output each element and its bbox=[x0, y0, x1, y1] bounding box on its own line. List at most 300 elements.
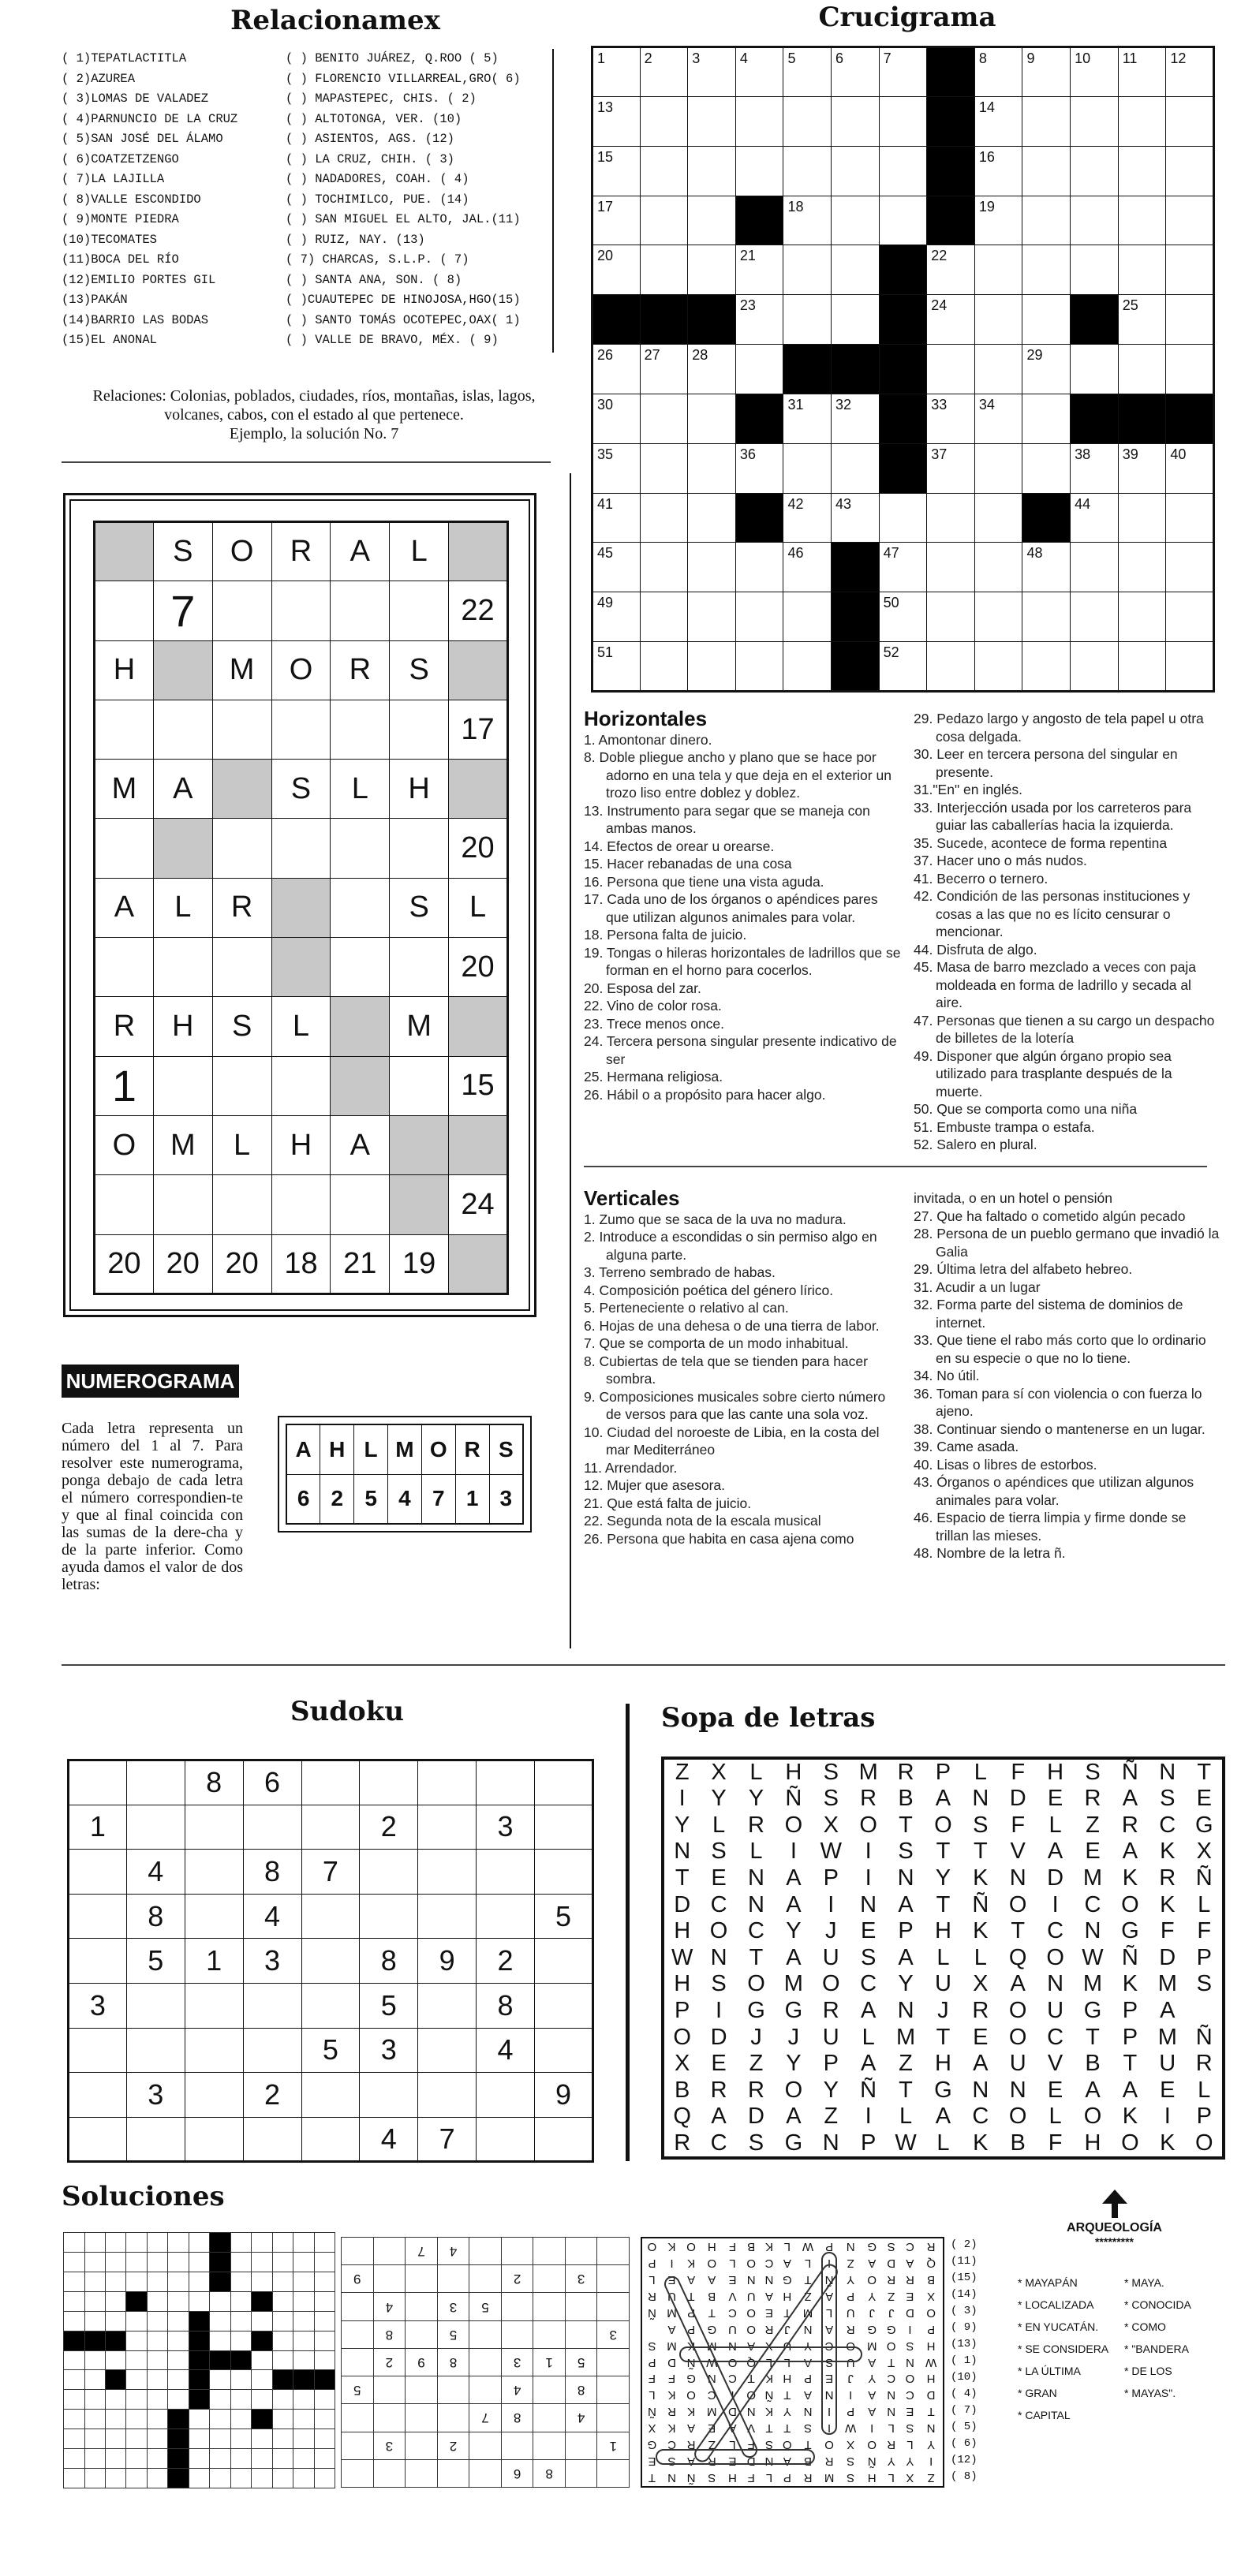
word-search-letter[interactable]: K bbox=[1122, 1865, 1138, 1891]
word-search-letter[interactable]: S bbox=[711, 1971, 727, 1997]
sudoku-cell[interactable]: 8 bbox=[360, 1939, 418, 1984]
word-search-letter[interactable]: P bbox=[1122, 2024, 1138, 2050]
word-search-letter[interactable]: P bbox=[860, 2130, 877, 2156]
sudoku-cell[interactable] bbox=[126, 2117, 185, 2162]
crossword-cell[interactable] bbox=[735, 146, 783, 196]
crossword-cell[interactable] bbox=[735, 543, 783, 592]
numerograma-cell[interactable] bbox=[271, 1056, 331, 1115]
word-search-letter[interactable]: H bbox=[674, 1971, 691, 1997]
word-search-letter[interactable]: H bbox=[1084, 2130, 1101, 2156]
crossword-cell[interactable]: 29 bbox=[1022, 345, 1071, 394]
crossword-cell[interactable]: 36 bbox=[735, 443, 783, 493]
word-search-letter[interactable]: R bbox=[748, 2077, 764, 2103]
crossword-cell[interactable]: 4 bbox=[735, 47, 783, 97]
crossword-cell[interactable]: 3 bbox=[688, 47, 736, 97]
word-search-letter[interactable]: T bbox=[936, 1891, 951, 1917]
numerograma-cell[interactable] bbox=[212, 1175, 271, 1234]
crossword-cell[interactable] bbox=[927, 345, 975, 394]
word-search-letter[interactable]: O bbox=[1008, 1891, 1027, 1917]
crossword-cell[interactable] bbox=[927, 543, 975, 592]
crossword-cell[interactable] bbox=[688, 543, 736, 592]
word-search-letter[interactable]: P bbox=[935, 1760, 951, 1785]
numerograma-cell[interactable] bbox=[153, 700, 212, 759]
word-search-letter[interactable]: N bbox=[1047, 1971, 1064, 1997]
crossword-cell[interactable] bbox=[832, 295, 880, 345]
word-search-letter[interactable]: Y bbox=[786, 2051, 802, 2077]
word-search-letter[interactable]: K bbox=[1122, 2104, 1138, 2130]
word-search-letter[interactable]: T bbox=[1011, 1918, 1026, 1944]
crossword-cell[interactable] bbox=[1118, 96, 1166, 146]
crossword-cell[interactable]: 32 bbox=[832, 394, 880, 443]
crossword-cell[interactable] bbox=[783, 592, 832, 642]
sudoku-cell[interactable] bbox=[243, 2028, 301, 2073]
word-search-letter[interactable]: Q bbox=[1008, 1944, 1027, 1970]
word-search-letter[interactable]: O bbox=[1083, 2104, 1102, 2130]
word-search-letter[interactable]: X bbox=[1196, 1839, 1212, 1865]
word-search-letter[interactable]: Y bbox=[711, 1786, 727, 1812]
word-search-letter[interactable]: F bbox=[1011, 1812, 1026, 1838]
crossword-cell[interactable] bbox=[1166, 543, 1214, 592]
sudoku-cell[interactable] bbox=[126, 1760, 185, 1805]
word-search-letter[interactable]: A bbox=[711, 2104, 727, 2130]
crossword-cell[interactable] bbox=[640, 196, 688, 245]
word-search-letter[interactable]: O bbox=[934, 1812, 952, 1838]
sudoku-cell[interactable] bbox=[69, 1939, 127, 1984]
word-search-letter[interactable]: L bbox=[712, 1812, 726, 1838]
word-search-letter[interactable]: R bbox=[1121, 1812, 1138, 1838]
relacionamex-state[interactable]: ( ) BENITO JUÁREZ, Q.ROO ( 5) bbox=[286, 51, 499, 65]
word-search-letter[interactable]: S bbox=[1085, 1760, 1101, 1785]
sudoku-cell[interactable]: 3 bbox=[243, 1939, 301, 1984]
word-search-letter[interactable]: T bbox=[936, 1839, 951, 1865]
sudoku-cell[interactable] bbox=[185, 2073, 243, 2118]
sudoku-cell[interactable] bbox=[418, 1760, 477, 1805]
sudoku-cell[interactable] bbox=[477, 2073, 535, 2118]
numerograma-cell[interactable]: L bbox=[390, 522, 449, 581]
numerograma-cell[interactable] bbox=[212, 700, 271, 759]
numerograma-cell[interactable]: 1 bbox=[95, 1056, 154, 1115]
crossword-cell[interactable]: 49 bbox=[592, 592, 641, 642]
word-search-letter[interactable]: M bbox=[858, 1760, 878, 1785]
crossword-cell[interactable] bbox=[688, 642, 736, 692]
word-search-letter[interactable]: K bbox=[973, 1918, 989, 1944]
numerograma-cell[interactable]: 20 bbox=[153, 1234, 212, 1294]
crossword-cell[interactable]: 47 bbox=[879, 543, 927, 592]
sudoku-cell[interactable] bbox=[69, 2073, 127, 2118]
crossword-cell[interactable] bbox=[688, 443, 736, 493]
word-search-letter[interactable]: T bbox=[749, 1944, 764, 1970]
crossword-cell[interactable]: 37 bbox=[927, 443, 975, 493]
sudoku-cell[interactable]: 8 bbox=[185, 1760, 243, 1805]
crossword-grid[interactable] bbox=[591, 46, 1215, 693]
word-search-letter[interactable]: A bbox=[786, 1891, 802, 1917]
crossword-cell[interactable]: 48 bbox=[1022, 543, 1071, 592]
crossword-cell[interactable] bbox=[1022, 196, 1071, 245]
crossword-cell[interactable] bbox=[1166, 642, 1214, 692]
word-search-letter[interactable]: M bbox=[1082, 1865, 1103, 1891]
word-search-letter[interactable]: A bbox=[1122, 1839, 1138, 1865]
word-search-letter[interactable]: O bbox=[1121, 2130, 1139, 2156]
crossword-cell[interactable] bbox=[640, 493, 688, 543]
numerograma-cell[interactable]: S bbox=[271, 760, 331, 819]
word-search-letter[interactable]: C bbox=[1159, 1812, 1176, 1838]
crossword-cell[interactable] bbox=[974, 642, 1022, 692]
word-search-letter[interactable]: E bbox=[1047, 1786, 1063, 1812]
numerograma-grid[interactable] bbox=[93, 521, 509, 1295]
word-search-letter[interactable]: N bbox=[1159, 1760, 1176, 1785]
crossword-cell[interactable] bbox=[974, 543, 1022, 592]
word-search-letter[interactable]: O bbox=[821, 1971, 840, 1997]
crossword-cell[interactable]: 20 bbox=[592, 245, 641, 295]
sudoku-cell[interactable] bbox=[185, 1983, 243, 2028]
relacionamex-state[interactable]: ( ) SANTA ANA, SON. ( 8) bbox=[286, 272, 462, 287]
word-search-letter[interactable]: Y bbox=[935, 1865, 951, 1891]
sudoku-cell[interactable] bbox=[185, 1805, 243, 1850]
word-search-letter[interactable]: R bbox=[674, 2130, 691, 2156]
sudoku-cell[interactable]: 7 bbox=[301, 1850, 360, 1895]
word-search-letter[interactable]: C bbox=[1047, 2024, 1064, 2050]
word-search-letter[interactable]: U bbox=[1159, 2051, 1176, 2077]
crossword-cell[interactable] bbox=[1166, 196, 1214, 245]
word-search-letter[interactable]: E bbox=[1085, 1839, 1101, 1865]
crossword-cell[interactable]: 33 bbox=[927, 394, 975, 443]
crossword-cell[interactable] bbox=[1118, 642, 1166, 692]
numerograma-cell[interactable]: 20 bbox=[95, 1234, 154, 1294]
word-search-letter[interactable]: P bbox=[1196, 1944, 1212, 1970]
word-search-letter[interactable]: Z bbox=[749, 2051, 764, 2077]
word-search-letter[interactable]: N bbox=[972, 2077, 989, 2103]
crossword-cell[interactable]: 5 bbox=[783, 47, 832, 97]
word-search-letter[interactable]: N bbox=[748, 1891, 764, 1917]
word-search-letter[interactable]: B bbox=[1010, 2130, 1026, 2156]
numerograma-cell[interactable] bbox=[212, 819, 271, 878]
numerograma-cell[interactable] bbox=[390, 700, 449, 759]
word-search-letter[interactable]: W bbox=[1082, 1944, 1104, 1970]
word-search-letter[interactable]: L bbox=[1048, 1812, 1062, 1838]
word-search-letter[interactable]: K bbox=[973, 1865, 989, 1891]
crossword-cell[interactable] bbox=[1118, 543, 1166, 592]
word-search-letter[interactable]: L bbox=[936, 1944, 950, 1970]
word-search-letter[interactable]: A bbox=[935, 2104, 951, 2130]
word-search-letter[interactable]: A bbox=[786, 1944, 802, 1970]
sudoku-cell[interactable]: 5 bbox=[535, 1894, 593, 1939]
relacionamex-state[interactable]: ( ) VALLE DE BRAVO, MÉX. ( 9) bbox=[286, 333, 499, 347]
crossword-cell[interactable] bbox=[832, 146, 880, 196]
relacionamex-state[interactable]: ( ) RUIZ, NAY. (13) bbox=[286, 232, 425, 247]
relacionamex-state[interactable]: ( 7) CHARCAS, S.L.P. ( 7) bbox=[286, 252, 469, 267]
word-search-letter[interactable]: L bbox=[974, 1944, 987, 1970]
word-search-letter[interactable]: D bbox=[1159, 1944, 1176, 1970]
crossword-cell[interactable] bbox=[1071, 96, 1119, 146]
word-search-letter[interactable]: R bbox=[897, 1760, 914, 1785]
word-search-letter[interactable]: B bbox=[1085, 2051, 1101, 2077]
word-search-letter[interactable]: X bbox=[823, 1812, 839, 1838]
word-search-letter[interactable]: T bbox=[1197, 1760, 1212, 1785]
word-search-letter[interactable]: F bbox=[1048, 2130, 1063, 2156]
crossword-cell[interactable] bbox=[1071, 245, 1119, 295]
numerograma-cell[interactable]: 24 bbox=[449, 1175, 508, 1234]
sudoku-cell[interactable]: 3 bbox=[69, 1983, 127, 2028]
word-search-letter[interactable]: G bbox=[1083, 1998, 1102, 2024]
crossword-cell[interactable] bbox=[974, 295, 1022, 345]
numerograma-cell[interactable] bbox=[153, 1175, 212, 1234]
crossword-cell[interactable] bbox=[783, 295, 832, 345]
sudoku-cell[interactable]: 9 bbox=[535, 2073, 593, 2118]
word-search-letter[interactable]: O bbox=[709, 1918, 728, 1944]
crossword-cell[interactable] bbox=[640, 443, 688, 493]
sudoku-cell[interactable]: 4 bbox=[477, 2028, 535, 2073]
crossword-cell[interactable]: 21 bbox=[735, 245, 783, 295]
word-search-letter[interactable]: A bbox=[1160, 1998, 1176, 2024]
word-search-letter[interactable]: A bbox=[1010, 1971, 1026, 1997]
numerograma-cell[interactable] bbox=[390, 938, 449, 997]
crossword-cell[interactable] bbox=[640, 394, 688, 443]
numerograma-cell[interactable]: S bbox=[390, 640, 449, 700]
word-search-letter[interactable]: E bbox=[711, 1865, 727, 1891]
crossword-cell[interactable]: 17 bbox=[592, 196, 641, 245]
word-search-letter[interactable]: Ñ bbox=[1195, 1865, 1213, 1891]
word-search-letter[interactable]: B bbox=[675, 2077, 690, 2103]
word-search-letter[interactable]: Ñ bbox=[785, 1786, 802, 1812]
crossword-cell[interactable]: 40 bbox=[1166, 443, 1214, 493]
sudoku-grid[interactable] bbox=[67, 1759, 594, 2163]
crossword-cell[interactable] bbox=[832, 96, 880, 146]
word-search-letter[interactable]: A bbox=[935, 1786, 951, 1812]
crossword-cell[interactable] bbox=[1166, 96, 1214, 146]
crossword-cell[interactable] bbox=[1071, 196, 1119, 245]
word-search-letter[interactable]: I bbox=[865, 1865, 872, 1891]
crossword-cell[interactable] bbox=[1022, 146, 1071, 196]
crossword-cell[interactable]: 19 bbox=[974, 196, 1022, 245]
word-search-letter[interactable]: N bbox=[674, 1839, 691, 1865]
word-search-letter[interactable]: G bbox=[1194, 1812, 1213, 1838]
relacionamex-state[interactable]: ( ) SANTO TOMÁS OCOTEPEC,OAX( 1) bbox=[286, 312, 521, 327]
word-search-letter[interactable]: D bbox=[1047, 1865, 1064, 1891]
word-search-letter[interactable]: J bbox=[750, 2024, 762, 2050]
numerograma-cell[interactable] bbox=[271, 1175, 331, 1234]
numerograma-cell[interactable] bbox=[212, 581, 271, 640]
numerograma-cell[interactable]: S bbox=[153, 522, 212, 581]
crossword-cell[interactable] bbox=[1166, 146, 1214, 196]
word-search-letter[interactable]: X bbox=[675, 2051, 690, 2077]
relacionamex-state[interactable]: ( ) MAPASTEPEC, CHIS. ( 2) bbox=[286, 91, 477, 106]
word-search-letter[interactable]: Ñ bbox=[1195, 2024, 1213, 2050]
sudoku-cell[interactable]: 3 bbox=[360, 2028, 418, 2073]
word-search-letter[interactable]: R bbox=[710, 2077, 727, 2103]
numerograma-cell[interactable]: 20 bbox=[212, 1234, 271, 1294]
word-search-letter[interactable]: S bbox=[823, 1760, 839, 1785]
word-search-letter[interactable]: L bbox=[749, 1760, 763, 1785]
word-search-letter[interactable]: H bbox=[674, 1918, 691, 1944]
crossword-cell[interactable] bbox=[688, 146, 736, 196]
sudoku-cell[interactable] bbox=[243, 1983, 301, 2028]
crossword-cell[interactable]: 18 bbox=[783, 196, 832, 245]
crossword-cell[interactable] bbox=[783, 146, 832, 196]
crossword-cell[interactable] bbox=[1118, 146, 1166, 196]
crossword-cell[interactable]: 30 bbox=[592, 394, 641, 443]
relacionamex-state[interactable]: ( )CUAUTEPEC DE HINOJOSA,HGO(15) bbox=[286, 293, 521, 307]
sudoku-cell[interactable]: 3 bbox=[126, 2073, 185, 2118]
sudoku-cell[interactable]: 5 bbox=[126, 1939, 185, 1984]
word-search-letter[interactable]: I bbox=[828, 1891, 835, 1917]
word-search-letter[interactable]: T bbox=[1123, 2051, 1138, 2077]
sudoku-cell[interactable] bbox=[360, 1894, 418, 1939]
crossword-cell[interactable] bbox=[640, 96, 688, 146]
crossword-cell[interactable]: 52 bbox=[879, 642, 927, 692]
numerograma-cell[interactable]: O bbox=[95, 1115, 154, 1174]
sudoku-cell[interactable] bbox=[126, 1805, 185, 1850]
word-search-letter[interactable]: D bbox=[748, 2104, 764, 2130]
word-search-letter[interactable]: N bbox=[822, 2130, 839, 2156]
word-search-letter[interactable]: J bbox=[787, 2024, 800, 2050]
word-search-letter[interactable]: D bbox=[1009, 1786, 1026, 1812]
word-search-letter[interactable]: U bbox=[822, 1944, 839, 1970]
numerograma-cell[interactable] bbox=[95, 581, 154, 640]
crossword-cell[interactable]: 24 bbox=[927, 295, 975, 345]
crossword-cell[interactable]: 12 bbox=[1166, 47, 1214, 97]
crossword-cell[interactable] bbox=[1166, 493, 1214, 543]
numerograma-cell[interactable]: L bbox=[212, 1115, 271, 1174]
word-search-letter[interactable]: I bbox=[790, 1839, 797, 1865]
word-search-letter[interactable]: K bbox=[973, 2130, 989, 2156]
word-search-letter[interactable]: K bbox=[1160, 1839, 1176, 1865]
word-search-letter[interactable]: E bbox=[1196, 1786, 1212, 1812]
word-search-letter[interactable]: Z bbox=[1086, 1812, 1100, 1838]
sudoku-cell[interactable]: 9 bbox=[418, 1939, 477, 1984]
crossword-cell[interactable]: 38 bbox=[1071, 443, 1119, 493]
numerograma-cell[interactable] bbox=[153, 938, 212, 997]
sudoku-cell[interactable] bbox=[69, 1850, 127, 1895]
crossword-cell[interactable] bbox=[1071, 345, 1119, 394]
numerograma-cell[interactable]: H bbox=[390, 760, 449, 819]
crossword-cell[interactable]: 2 bbox=[640, 47, 688, 97]
numerograma-cell[interactable]: 19 bbox=[390, 1234, 449, 1294]
word-search-letter[interactable]: D bbox=[710, 2024, 727, 2050]
numerograma-cell[interactable]: R bbox=[212, 878, 271, 937]
sudoku-cell[interactable]: 1 bbox=[185, 1939, 243, 1984]
sudoku-cell[interactable] bbox=[477, 1760, 535, 1805]
numerograma-cell[interactable]: A bbox=[95, 878, 154, 937]
numerograma-cell[interactable] bbox=[212, 938, 271, 997]
sudoku-cell[interactable]: 1 bbox=[69, 1805, 127, 1850]
crossword-cell[interactable] bbox=[735, 96, 783, 146]
crossword-cell[interactable]: 31 bbox=[783, 394, 832, 443]
crossword-cell[interactable] bbox=[974, 493, 1022, 543]
crossword-cell[interactable] bbox=[832, 245, 880, 295]
crossword-cell[interactable] bbox=[1071, 642, 1119, 692]
crossword-cell[interactable]: 11 bbox=[1118, 47, 1166, 97]
word-search-letter[interactable]: T bbox=[899, 2077, 913, 2103]
word-search-letter[interactable]: C bbox=[1047, 1918, 1064, 1944]
sudoku-cell[interactable]: 7 bbox=[418, 2117, 477, 2162]
crossword-cell[interactable] bbox=[879, 96, 927, 146]
word-search-letter[interactable]: T bbox=[899, 1812, 913, 1838]
crossword-cell[interactable] bbox=[783, 96, 832, 146]
sudoku-cell[interactable] bbox=[126, 1983, 185, 2028]
word-search-letter[interactable]: C bbox=[1084, 1891, 1101, 1917]
sudoku-cell[interactable] bbox=[360, 1760, 418, 1805]
word-search-letter[interactable]: H bbox=[785, 1760, 802, 1785]
crossword-cell[interactable] bbox=[1166, 245, 1214, 295]
word-search-letter[interactable]: I bbox=[716, 1998, 723, 2024]
word-search-letter[interactable]: W bbox=[895, 2130, 917, 2156]
word-search-letter[interactable]: M bbox=[1157, 1971, 1177, 1997]
word-search-letter[interactable]: S bbox=[1160, 1786, 1176, 1812]
word-search-letter[interactable]: I bbox=[1164, 2104, 1171, 2130]
sudoku-cell[interactable] bbox=[185, 1850, 243, 1895]
word-search-letter[interactable]: Y bbox=[823, 2077, 839, 2103]
numerograma-cell[interactable]: A bbox=[331, 1115, 390, 1174]
word-search-letter[interactable]: Y bbox=[675, 1812, 690, 1838]
word-search-letter[interactable]: V bbox=[1010, 1839, 1026, 1865]
word-search-letter[interactable]: O bbox=[1046, 1944, 1064, 1970]
crossword-cell[interactable] bbox=[1022, 642, 1071, 692]
word-search-letter[interactable]: I bbox=[1052, 1891, 1059, 1917]
crossword-cell[interactable]: 45 bbox=[592, 543, 641, 592]
crossword-cell[interactable] bbox=[783, 642, 832, 692]
crossword-cell[interactable] bbox=[927, 642, 975, 692]
word-search-letter[interactable]: E bbox=[711, 2051, 727, 2077]
word-search-letter[interactable]: A bbox=[898, 1944, 914, 1970]
crossword-cell[interactable]: 34 bbox=[974, 394, 1022, 443]
word-search-letter[interactable]: A bbox=[1122, 1786, 1138, 1812]
crossword-cell[interactable]: 27 bbox=[640, 345, 688, 394]
word-search-letter[interactable]: O bbox=[673, 2024, 691, 2050]
crossword-cell[interactable]: 23 bbox=[735, 295, 783, 345]
sudoku-cell[interactable] bbox=[126, 2028, 185, 2073]
numerograma-cell[interactable]: R bbox=[95, 997, 154, 1056]
numerograma-cell[interactable] bbox=[212, 760, 271, 819]
word-search-letter[interactable]: Z bbox=[899, 2051, 913, 2077]
sudoku-cell[interactable]: 8 bbox=[243, 1850, 301, 1895]
crossword-cell[interactable] bbox=[735, 592, 783, 642]
word-search-letter[interactable]: G bbox=[784, 2130, 803, 2156]
sudoku-cell[interactable] bbox=[535, 1805, 593, 1850]
word-search-letter[interactable]: A bbox=[1122, 2077, 1138, 2103]
sudoku-cell[interactable] bbox=[535, 2117, 593, 2162]
word-search-letter[interactable]: S bbox=[823, 1786, 839, 1812]
word-search-letter[interactable]: R bbox=[972, 1998, 989, 2024]
sudoku-cell[interactable] bbox=[301, 1939, 360, 1984]
crossword-cell[interactable] bbox=[783, 245, 832, 295]
word-search-letter[interactable]: M bbox=[783, 1971, 803, 1997]
word-search-letter[interactable]: E bbox=[973, 2024, 989, 2050]
word-search-letter[interactable]: W bbox=[671, 1944, 693, 1970]
sudoku-cell[interactable] bbox=[243, 1805, 301, 1850]
word-search-letter[interactable]: Ñ bbox=[860, 2077, 877, 2103]
word-search-letter[interactable]: V bbox=[1047, 2051, 1063, 2077]
sudoku-cell[interactable] bbox=[418, 1894, 477, 1939]
sudoku-cell[interactable]: 5 bbox=[301, 2028, 360, 2073]
sudoku-cell[interactable] bbox=[301, 1894, 360, 1939]
sudoku-cell[interactable]: 6 bbox=[243, 1760, 301, 1805]
numerograma-cell[interactable] bbox=[95, 700, 154, 759]
word-search-letter[interactable]: I bbox=[865, 2104, 872, 2130]
word-search-letter[interactable]: Y bbox=[748, 1786, 764, 1812]
sudoku-cell[interactable] bbox=[418, 1983, 477, 2028]
crossword-cell[interactable] bbox=[640, 543, 688, 592]
word-search-letter[interactable]: O bbox=[859, 1812, 877, 1838]
word-search-letter[interactable]: N bbox=[897, 1865, 914, 1891]
sudoku-cell[interactable] bbox=[360, 1850, 418, 1895]
crossword-cell[interactable] bbox=[1022, 443, 1071, 493]
crossword-cell[interactable] bbox=[688, 245, 736, 295]
sudoku-cell[interactable] bbox=[418, 2073, 477, 2118]
crossword-cell[interactable] bbox=[1022, 96, 1071, 146]
crossword-cell[interactable] bbox=[927, 493, 975, 543]
numerograma-cell[interactable] bbox=[331, 938, 390, 997]
word-search-letter[interactable]: N bbox=[972, 1786, 989, 1812]
